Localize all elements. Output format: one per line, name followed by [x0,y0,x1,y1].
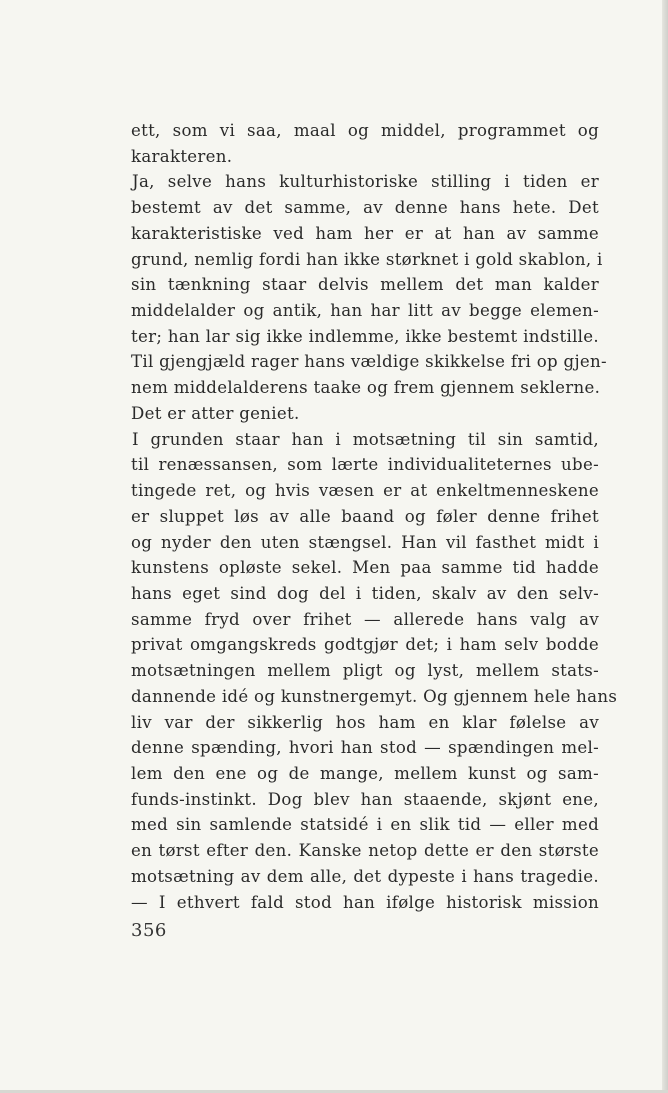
text-line: karakteristiske ved ham her er at han av samme [131,223,599,243]
text-line: og nyder den uten stængsel. Han vil fasthet midt i [131,532,599,552]
text-line: funds-instinkt. Dog blev han staaende, skjønt ene, [131,789,599,809]
text-line: en tørst efter den. Kanske netop dette er den største [131,841,599,861]
text-line: denne spænding, hvori han stod — spændingen mel- [131,738,599,758]
text-line: kunstens opløste sekel. Men paa samme tid hadde [131,558,599,578]
text-line: — I ethvert fald stod han ifølge historisk mission [131,892,599,912]
text-line: hans eget sind dog del i tiden, skalv av den selv- [131,583,599,603]
text-line: grund, nemlig fordi han ikke størknet i gold skablon, i [131,249,603,269]
text-line: Det er atter geniet. [131,403,300,423]
text-line: med sin samlende statsidé i en slik tid — eller med [131,815,599,835]
text-line: karakteren. [131,146,233,166]
text-line: sin tænkning staar delvis mellem det man kalder [131,275,599,295]
text-line: er sluppet løs av alle baand og føler denne frihet [131,506,599,526]
text-line: bestemt av det samme, av denne hans hete. Det [131,198,599,218]
text-line: motsætning av dem alle, det dypeste i hans tragedie. [131,866,599,886]
text-line: Til gjengjæld rager hans vældige skikkelse fri op gjen- [131,352,607,372]
text-line: middelalder og antik, han har litt av begge elemen- [131,301,599,321]
text-line: til renæssansen, som lærte individualiteternes ube- [131,455,599,475]
text-line: ett, som vi saa, maal og middel, programmet og [131,121,599,140]
text-line: I grunden staar han i motsætning til sin samtid, [132,429,599,449]
page-edge [662,0,668,1093]
text-line: samme fryd over frihet — allerede hans valg av [131,609,599,629]
text-line: lem den ene og de mange, mellem kunst og sam- [131,763,599,783]
text-line: ter; han lar sig ikke indlemme, ikke bestemt indstille. [131,326,599,346]
text-line: Ja, selve hans kulturhistoriske stilling i tiden er [132,172,599,192]
text-line: motsætningen mellem pligt og lyst, mellem stats- [131,661,599,681]
text-line: dannende idé og kunstnergemyt. Og gjennem hele hans [131,686,618,706]
text-line: tingede ret, og hvis væsen er at enkeltmenneskene [131,481,599,501]
text-line: nem middelalderens taake og frem gjennem seklerne. [131,378,601,398]
text-line: privat omgangskreds godtgjør det; i ham selv bodde [131,635,599,655]
body-text [131,118,618,915]
text-line: liv var der sikkerlig hos ham en klar følelse av [131,712,599,732]
page-number: 356 [131,920,167,941]
